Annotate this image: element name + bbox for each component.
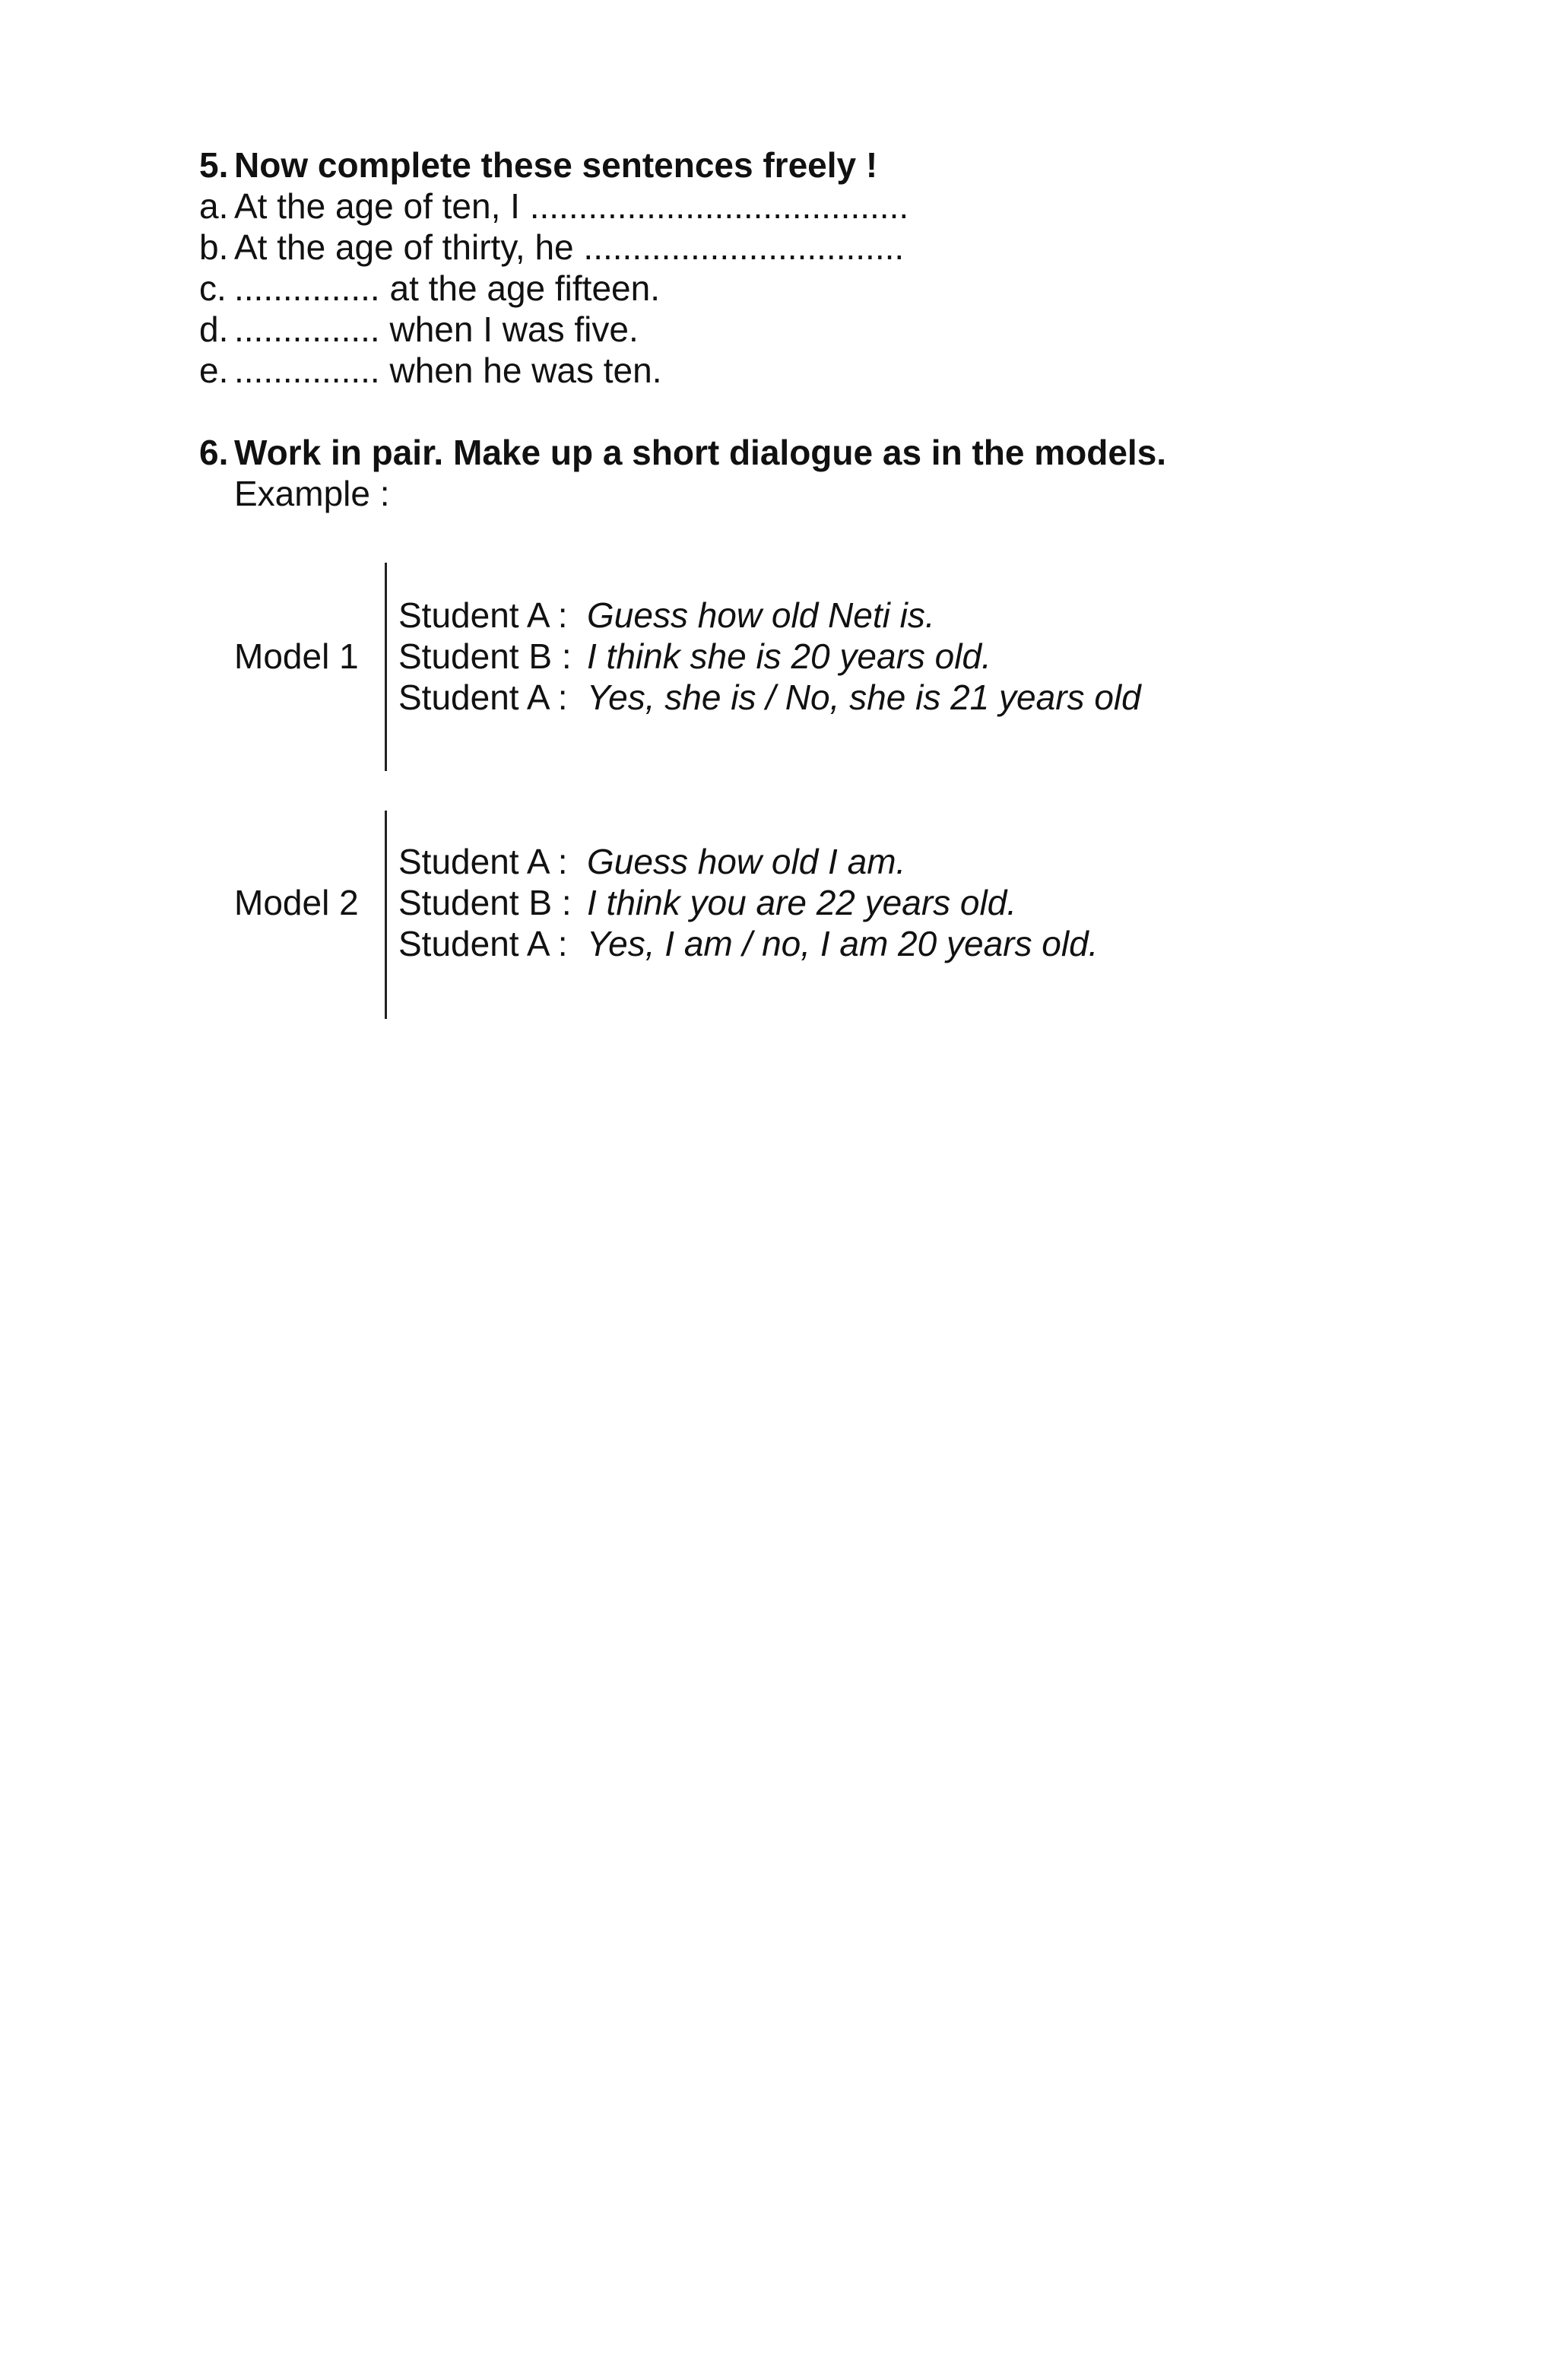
model-1-line-3-speech: Yes, she is / No, she is 21 years old — [587, 678, 1141, 717]
model-1-line-1-speech: Guess how old Neti is. — [587, 595, 935, 635]
exercise-6-number: 6. — [199, 433, 229, 472]
model-2-line-1-speaker: Student A : — [398, 842, 568, 881]
item-e-letter: e. — [199, 351, 229, 390]
model-2-label: Model 2 — [234, 883, 359, 922]
exercise-5-number: 5. — [199, 145, 229, 185]
model-1-label: Model 1 — [234, 636, 359, 676]
example-label: Example : — [234, 474, 390, 513]
model-1-divider — [385, 563, 387, 771]
item-c-text: ............... at the age fifteen. — [234, 268, 660, 308]
model-1-line-1-speaker: Student A : — [398, 595, 568, 635]
model-1-line-2-speaker: Student B : — [398, 636, 572, 676]
item-e-text: ............... when he was ten. — [234, 351, 662, 390]
item-b-text: At the age of thirty, he ................................. — [234, 227, 905, 267]
model-2-line-3-speech: Yes, I am / no, I am 20 years old. — [587, 924, 1099, 963]
model-1-line-3-speaker: Student A : — [398, 678, 568, 717]
model-1-line-2-speech: I think she is 20 years old. — [587, 636, 991, 676]
exercise-5-heading: Now complete these sentences freely ! — [234, 145, 878, 185]
item-d-letter: d. — [199, 309, 229, 349]
item-c-letter: c. — [199, 268, 227, 308]
item-b-letter: b. — [199, 227, 229, 267]
model-2-line-2-speaker: Student B : — [398, 883, 572, 922]
model-2-line-1-speech: Guess how old I am. — [587, 842, 906, 881]
item-a-letter: a. — [199, 186, 229, 226]
model-2-divider — [385, 811, 387, 1019]
item-d-text: ............... when I was five. — [234, 309, 639, 349]
model-2-line-2-speech: I think you are 22 years old. — [587, 883, 1017, 922]
item-a-text: At the age of ten, I ....................................... — [234, 186, 909, 226]
exercise-6-heading: Work in pair. Make up a short dialogue as in the models. — [234, 433, 1167, 472]
model-2-line-3-speaker: Student A : — [398, 924, 568, 963]
